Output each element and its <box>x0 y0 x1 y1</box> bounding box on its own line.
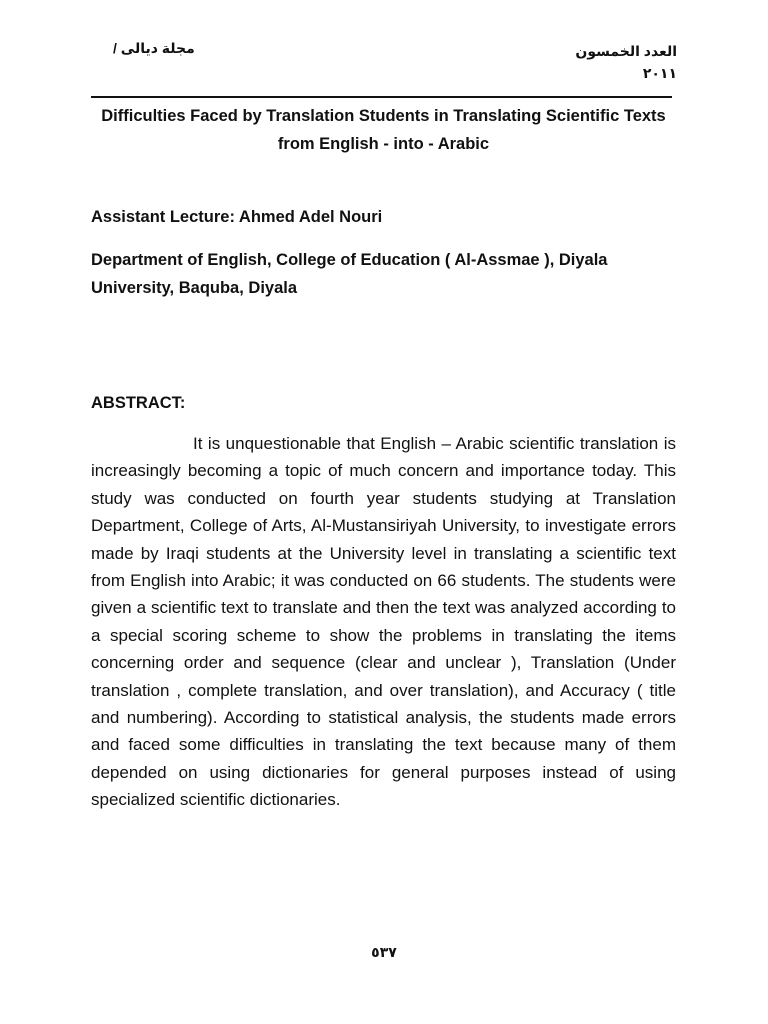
journal-name: مجلة ديالى / <box>113 40 195 56</box>
author-line: Assistant Lecture: Ahmed Adel Nouri <box>91 208 383 226</box>
paper-title: Difficulties Faced by Translation Students in Translating Scientific Texts from English - into - Arabic <box>101 107 666 153</box>
issue-number: العدد الخمسون <box>575 43 677 59</box>
header-divider <box>91 96 672 98</box>
abstract-body: It is unquestionable that English – Arabic scientific translation is increasingly becoming a topic of much concern and importance today. This study was conducted on fourth year students studying at Translation Department, College of Arts, Al-Mustansiriyah University, to investigate errors made by Iraqi students at the University level in translating a scientific text from English into Arabic; it was conducted on 66 students. The students were given a scientific text to translate and then the text was analyzed according to a special scoring scheme to show the problems in translating the items concerning order and sequence (clear and unclear ), Translation (Under translation , complete translation, and over translation), and Accuracy ( title and numbering). According to statistical analysis, the students made errors and faced some difficulties in translating the text because many of them depended on using dictionaries for general purposes instead of using specialized scientific dictionaries. <box>91 434 676 810</box>
abstract-heading: ABSTRACT: <box>91 394 186 412</box>
issue-year: ٢٠١١ <box>642 65 677 81</box>
issue-info <box>575 40 677 84</box>
affiliation: Department of English, College of Education ( Al-Assmae ), Diyala University, Baquba, Diyala <box>91 251 608 297</box>
page-number: ٥٣٧ <box>371 944 397 960</box>
